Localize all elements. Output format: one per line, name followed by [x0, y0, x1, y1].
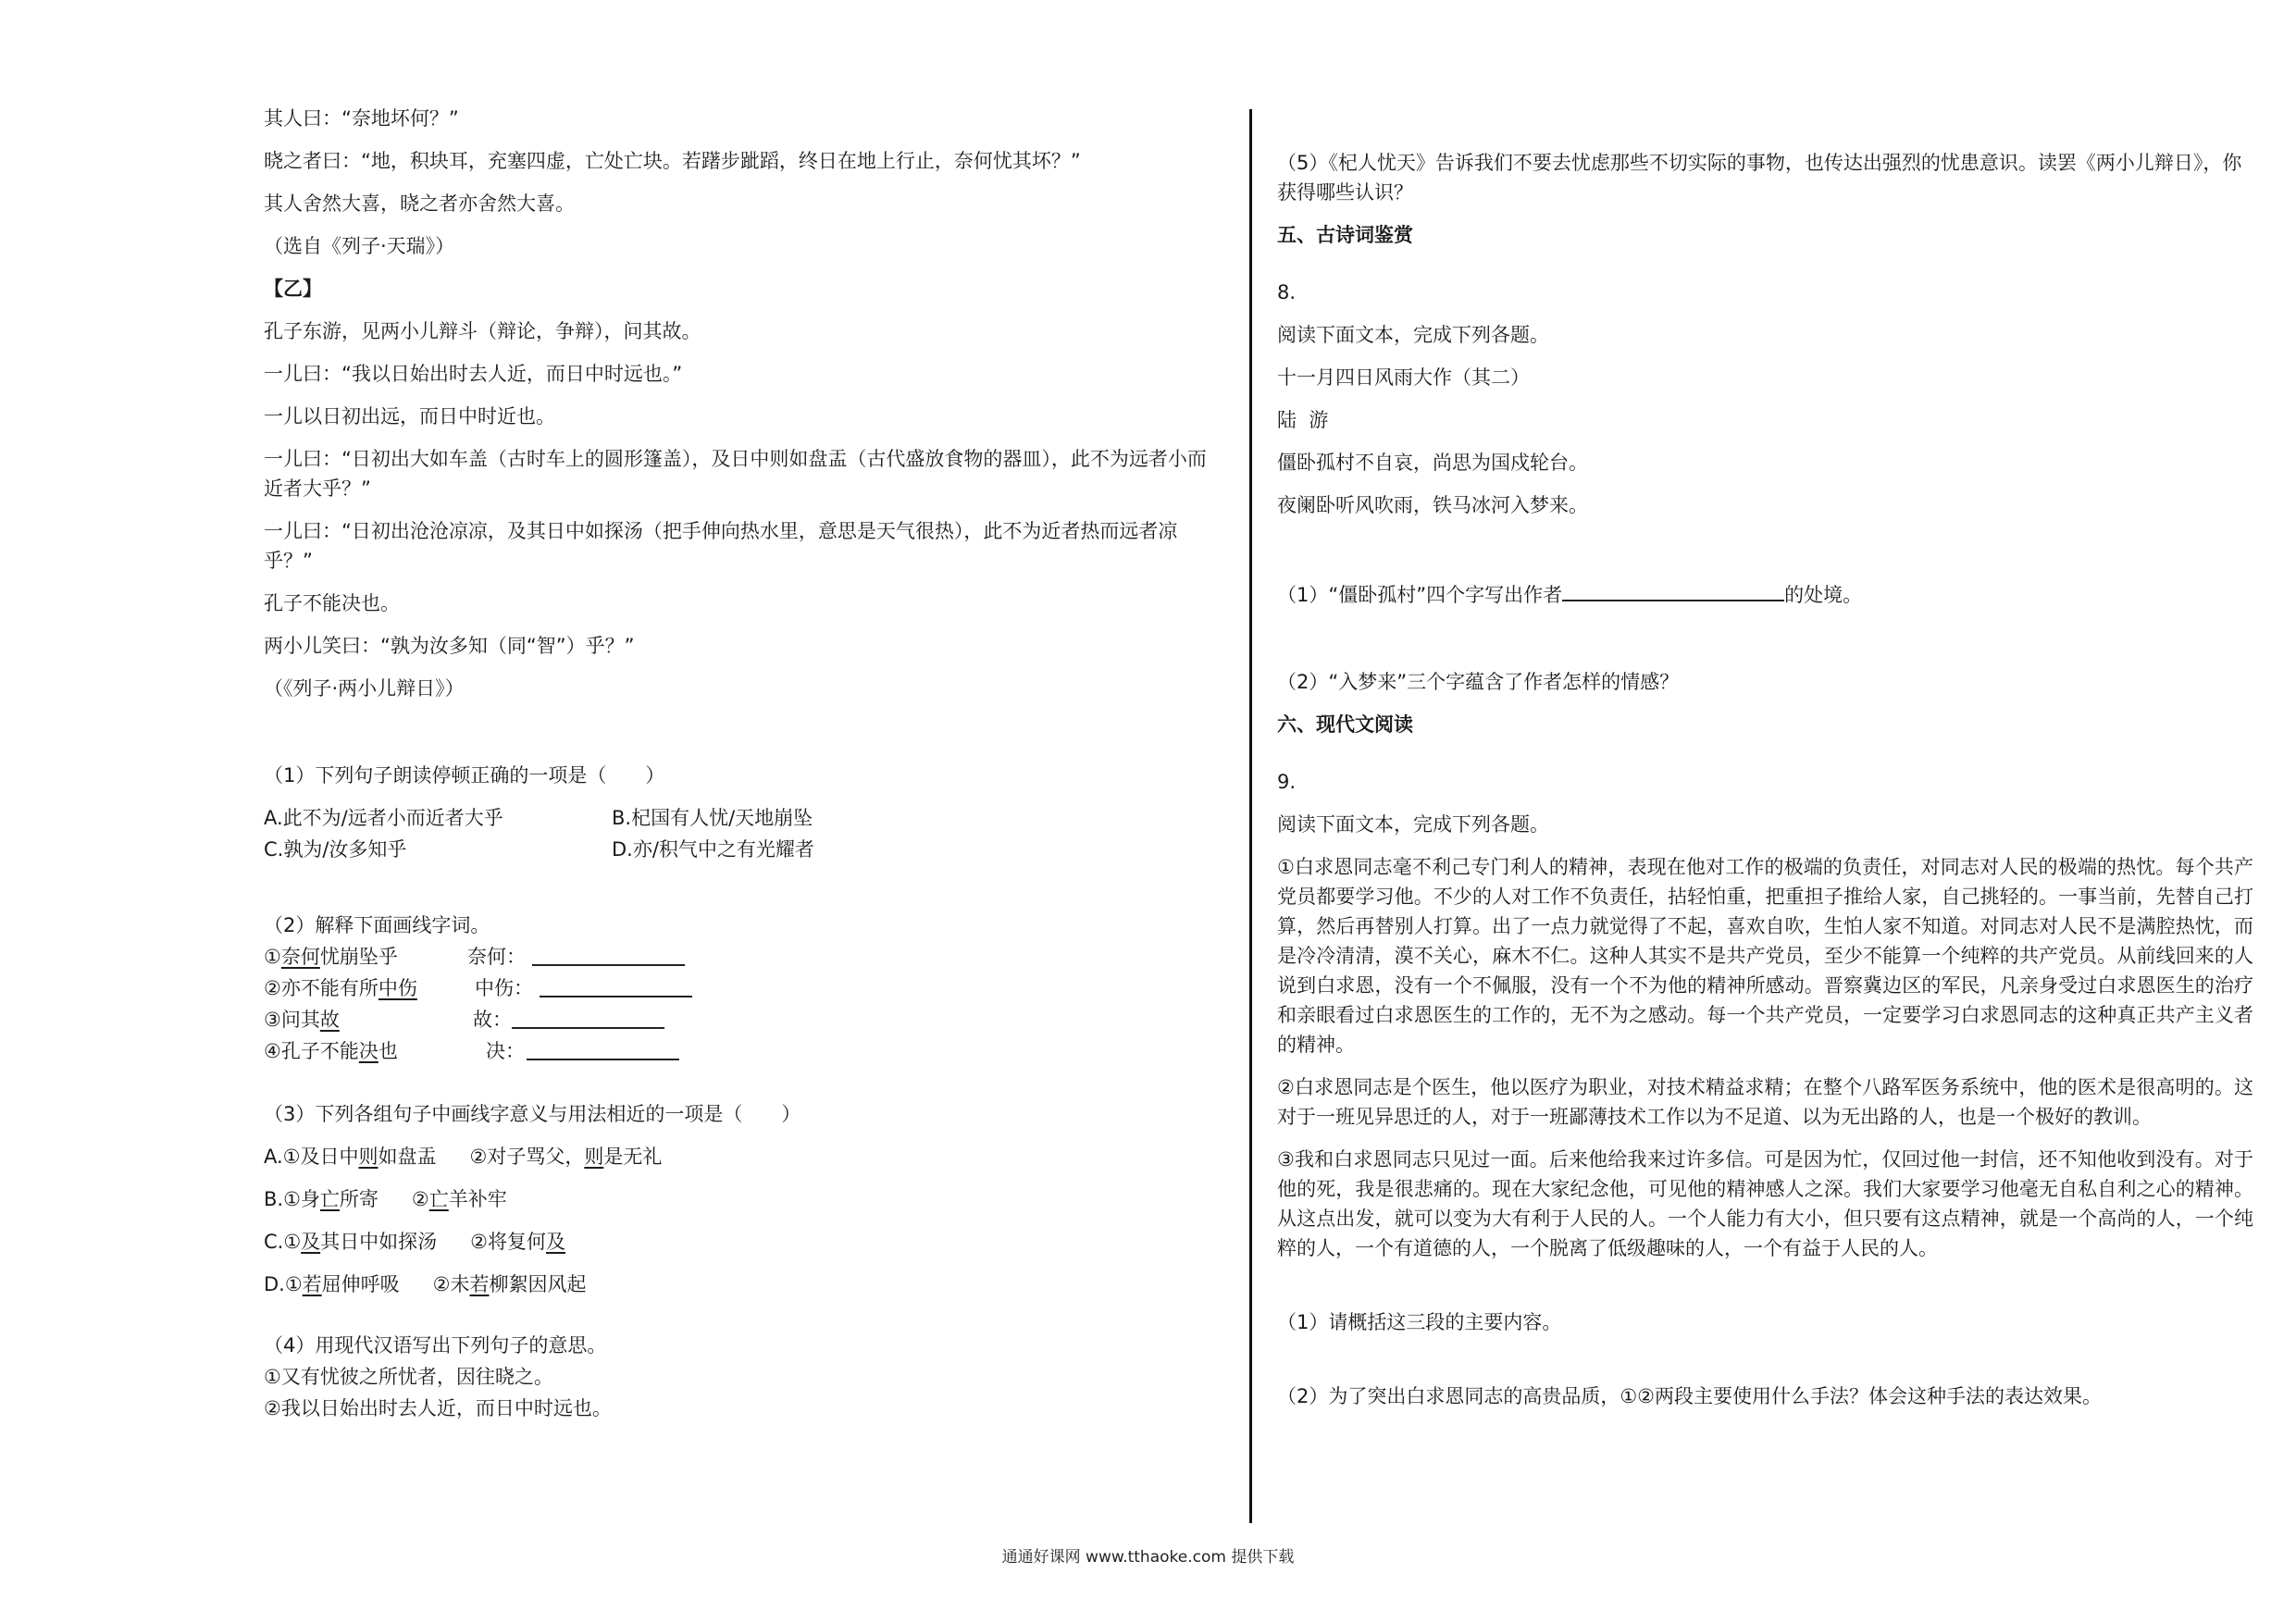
- option-text: 如盘盂: [378, 1146, 437, 1168]
- reading-paragraph: ②白求恩同志是个医生，他以医疗为职业，对技术精益求精；在整个八路军医务系统中，他的医术是很高明的。这对于一班见异思迁的人，对于一班鄙薄技术工作以为不足道、以为无出路的人，也是一个极好的教训。: [1277, 1076, 2253, 1128]
- q9-sub1: （1）请概括这三段的主要内容。: [1277, 1311, 1562, 1333]
- option-c: C.孰为/汝多知乎: [264, 838, 407, 861]
- sub3-option-a: [264, 1142, 1222, 1171]
- underlined-word: 则: [584, 1146, 604, 1168]
- option-text: 其日中如探汤: [320, 1231, 438, 1253]
- definition-row: [264, 942, 1222, 972]
- underlined-word: 中伤: [378, 977, 417, 999]
- spacer: [1277, 1350, 2253, 1381]
- option-b: B.杞国有人忧/天地崩坠: [612, 807, 813, 829]
- answer-blank[interactable]: [527, 1036, 679, 1060]
- option-text: 屈伸呼吸: [321, 1273, 400, 1295]
- section-title: 六、现代文阅读: [1277, 713, 1413, 736]
- spacer: [1277, 1276, 2253, 1307]
- underlined-word: 亡: [428, 1188, 449, 1210]
- underlined-word: 故: [319, 1009, 340, 1031]
- option-text: 柳絮因风起: [489, 1273, 587, 1295]
- question-number: 8.: [1277, 281, 1297, 304]
- right-column: [1277, 148, 2253, 1424]
- answer-blank[interactable]: [1562, 577, 1784, 601]
- passage-source: （选自《列子·天瑞》）: [264, 235, 455, 257]
- definition-word: 故：: [473, 1009, 512, 1031]
- spacer: [264, 1068, 1222, 1099]
- poem-line: 夜阑卧听风吹雨，铁马冰河入梦来。: [1277, 494, 1588, 516]
- option-text: ②将复何: [470, 1231, 546, 1253]
- sub5-question: （5）《杞人忧天》告诉我们不要去忧虑那些不切实际的事物，也传达出强烈的忧患意识。读罢《两小儿辩日》，你获得哪些认识？: [1277, 152, 2242, 204]
- poem-author: 陆 游: [1277, 409, 1329, 431]
- reading-paragraph: ③我和白求恩同志只见过一面。后来他给我来过许多信。可是因为忙，仅回过他一封信，还不知他收到没有。对于他的死，我是很悲痛的。现在大家纪念他，可见他的精神感人之深。我们大家要学习他毫无自私自利之心的精神。从这点出发，就可以变为大有利于人民的人。一个人能力有大小，但只要有这点精神，就是一个高尚的人，一个纯粹的人，一个有道德的人，一个脱离了低级趣味的人，一个有益于人民的人。: [1277, 1148, 2253, 1259]
- sub4-sentence: ②我以日始出时去人近，而日中时远也。: [264, 1397, 612, 1419]
- option-text: D.①: [264, 1273, 303, 1295]
- underlined-word: 及: [546, 1231, 565, 1253]
- underlined-word: 若: [469, 1273, 490, 1295]
- option-text: B.①身: [264, 1188, 320, 1210]
- underlined-word: 决: [358, 1040, 379, 1062]
- definition-row: [264, 973, 1222, 1003]
- passage-line: 一儿曰：“日初出沧沧凉凉，及其日中如探汤（把手伸向热水里，意思是天气很热），此不为近者热而远者凉乎？”: [264, 520, 1178, 572]
- question-number: 9.: [1277, 771, 1297, 793]
- left-column: [264, 104, 1222, 1425]
- phrase-text: 也: [378, 1040, 398, 1062]
- passage-yi-header: 【乙】: [264, 278, 322, 300]
- q8-sub2: （2）“入梦来”三个字蕴含了作者怎样的情感？: [1277, 671, 1680, 693]
- option-a: A.此不为/远者小而近者大乎: [264, 807, 503, 829]
- spacer: [1277, 752, 2253, 767]
- column-divider: [1249, 109, 1252, 1523]
- passage-line: 其人曰：“奈地坏何？”: [264, 107, 459, 130]
- option-text: A.①及日中: [264, 1146, 359, 1168]
- page-footer: 通通好课网 www.tthaoke.com 提供下载: [1001, 1548, 1295, 1567]
- sub2-question: （2）解释下面画线字词。: [264, 914, 490, 936]
- definition-word: 中伤：: [475, 977, 533, 999]
- phrase-text: ②亦不能有所: [264, 977, 379, 999]
- definition-word: 奈何：: [467, 946, 526, 968]
- q8-sub1: [1277, 577, 2253, 610]
- phrase-text: ①: [264, 946, 281, 968]
- answer-blank[interactable]: [512, 1005, 664, 1029]
- definition-phrase: [264, 942, 467, 972]
- spacer: [264, 1312, 1222, 1331]
- passage-line: 一儿以日初出远，而日中时近也。: [264, 405, 555, 427]
- underlined-word: 则: [358, 1146, 379, 1168]
- passage-line: 其人舍然大喜，晓之者亦舍然大喜。: [264, 192, 575, 215]
- option-text: ②: [411, 1188, 429, 1210]
- option-text: ②未: [432, 1273, 470, 1295]
- definition-word: 决：: [486, 1040, 525, 1062]
- answer-blank[interactable]: [540, 973, 692, 997]
- option-d: D.亦/积气中之有光耀者: [612, 838, 814, 861]
- passage-line: 孔子东游，见两小儿辩斗（辩论，争辩），问其故。: [264, 320, 701, 342]
- phrase-text: 忧崩坠乎: [319, 946, 398, 968]
- section-title: 五、古诗词鉴赏: [1277, 224, 1413, 246]
- q9-sub2: （2）为了突出白求恩同志的高贵品质，①②两段主要使用什么手法？体会这种手法的表达效果。: [1277, 1385, 2103, 1407]
- poem-line: 僵卧孤村不自哀，尚思为国戍轮台。: [1277, 452, 1588, 474]
- sub4-question: （4）用现代汉语写出下列句子的意思。: [264, 1334, 607, 1357]
- spacer: [264, 716, 1222, 761]
- spacer: [264, 866, 1222, 911]
- passage-line: 两小儿笑曰：“孰为汝多知（同“智”）乎？”: [264, 635, 635, 657]
- answer-blank[interactable]: [532, 942, 685, 966]
- underlined-word: 亡: [319, 1188, 340, 1210]
- phrase-text: ④孔子不能: [264, 1040, 359, 1062]
- option-text: 所寄: [339, 1188, 379, 1210]
- spacer: [1277, 263, 2253, 278]
- sub4-sentence: ①又有忧彼之所忧者，因往晓之。: [264, 1366, 553, 1388]
- option-text: ②对子骂父，: [469, 1146, 585, 1168]
- question-text: 的处境。: [1784, 584, 1863, 606]
- passage-line: 一儿曰：“日初出大如车盖（古时车上的圆形篷盖），及日中则如盘盂（古代盛放食物的器皿），此不为远者小而近者大乎？”: [264, 448, 1207, 500]
- passage-line: 晓之者曰：“地，积块耳，充塞四虚，亡处亡块。若躇步跐蹈，终日在地上行止，奈何忧其坏？”: [264, 150, 1081, 172]
- question-instruction: 阅读下面文本，完成下列各题。: [1277, 324, 1549, 346]
- underlined-word: 奈何: [280, 946, 320, 968]
- option-text: 羊补牢: [448, 1188, 507, 1210]
- question-text: （1）“僵卧孤村”四个字写出作者: [1277, 584, 1563, 606]
- passage-line: 孔子不能决也。: [264, 592, 400, 614]
- definition-phrase: [264, 973, 475, 1003]
- question-instruction: 阅读下面文本，完成下列各题。: [1277, 813, 1549, 836]
- definition-row: [264, 1036, 1222, 1066]
- definition-phrase: [264, 1005, 473, 1035]
- underlined-word: 若: [302, 1273, 322, 1295]
- sub3-question: （3）下列各组句子中画线字意义与用法相近的一项是（ ）: [264, 1103, 801, 1125]
- underlined-word: 及: [301, 1231, 321, 1253]
- sub1-question: （1）下列句子朗读停顿正确的一项是（ ）: [264, 764, 665, 787]
- poem-title: 十一月四日风雨大作（其二）: [1277, 366, 1530, 389]
- option-text: 是无礼: [603, 1146, 663, 1168]
- spacer: [1277, 533, 2253, 577]
- sub3-option-b: [264, 1184, 1222, 1214]
- passage-line: 一儿曰：“我以日始出时去人近，而日中时远也。”: [264, 363, 683, 385]
- passage-source: （《列子·两小儿辩日》）: [264, 677, 465, 700]
- definition-phrase: [264, 1036, 486, 1066]
- definition-row: [264, 1005, 1222, 1035]
- option-row: [264, 835, 1222, 864]
- sub3-option-d: [264, 1270, 1222, 1299]
- reading-paragraph: ①白求恩同志毫不利己专门利人的精神，表现在他对工作的极端的负责任，对同志对人民的极端的热忱。每个共产党员都要学习他。不少的人对工作不负责任，拈轻怕重，把重担子推给人家，自己挑轻的。一事当前，先替自己打算，然后再替别人打算。出了一点力就觉得了不起，喜欢自吹，生怕人家不知道。对同志对人民不是满腔热忱，而是冷冷清清，漠不关心，麻木不仁。这种人其实不是共产党员，至少不能算一个纯粹的共产党员。从前线回来的人说到白求恩，没有一个不佩服，没有一个不为他的精神所感动。晋察冀边区的军民，凡亲身受过白求恩医生的治疗和亲眼看过白求恩医生的工作的，无不为之感动。每一个共产党员，一定要学习白求恩同志的这种真正共产主义者的精神。: [1277, 856, 2253, 1056]
- option-text: C.①: [264, 1231, 302, 1253]
- phrase-text: ③问其: [264, 1009, 320, 1031]
- spacer: [1277, 623, 2253, 667]
- option-row: [264, 803, 1222, 833]
- sub3-option-c: [264, 1227, 1222, 1257]
